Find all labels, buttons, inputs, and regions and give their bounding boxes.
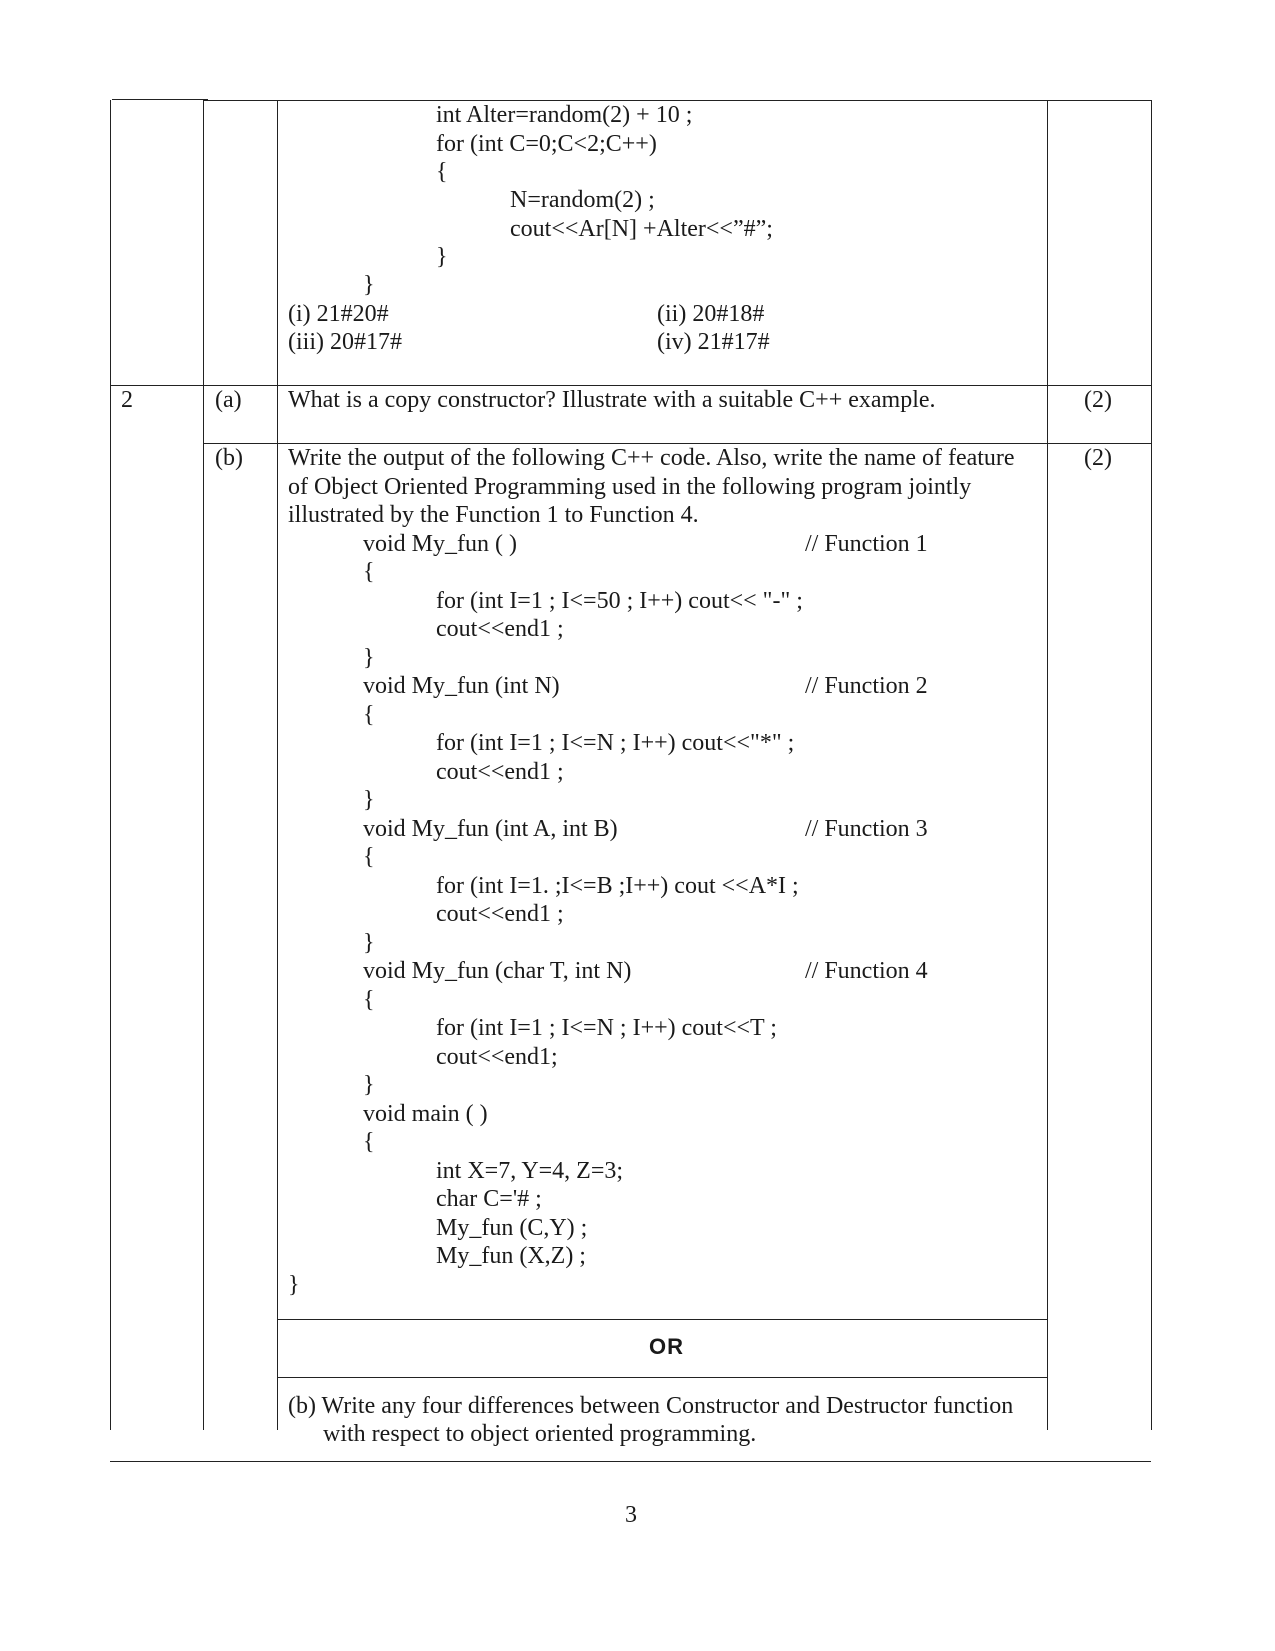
part-b-marks: (2) [1084, 445, 1112, 471]
code-line: } [363, 787, 375, 813]
part-a-text: What is a copy constructor? Illustrate with a suitable C++ example. [288, 387, 936, 413]
code-line: cout<<end1 ; [436, 759, 564, 785]
part-b-label: (b) [215, 445, 243, 471]
code-line: N=random(2) ; [510, 187, 655, 213]
code-comment: // Function 3 [805, 816, 928, 842]
code-line: char C='# ; [436, 1186, 542, 1212]
code-comment: // Function 1 [805, 531, 928, 557]
code-line: } [363, 930, 375, 956]
table-border-col2 [203, 100, 204, 1430]
code-line: void My_fun (int N) [363, 673, 560, 699]
code-line: { [436, 159, 448, 185]
code-line: int Alter=random(2) + 10 ; [436, 102, 693, 128]
page-number: 3 [625, 1502, 637, 1528]
code-line: { [363, 1129, 375, 1155]
code-line: void main ( ) [363, 1101, 488, 1127]
code-line: cout<<end1 ; [436, 901, 564, 927]
part-a-marks: (2) [1084, 387, 1112, 413]
code-line: void My_fun (int A, int B) [363, 816, 618, 842]
alt-line: with respect to object oriented programming. [323, 1421, 757, 1447]
or-label: OR [649, 1334, 684, 1359]
code-line: for (int C=0;C<2;C++) [436, 131, 657, 157]
code-line: } [363, 272, 375, 298]
table-border-right [1151, 100, 1152, 1430]
table-border-bottom [110, 1461, 1151, 1462]
or-separator-top [277, 1319, 1047, 1320]
code-line: int X=7, Y=4, Z=3; [436, 1158, 624, 1184]
code-line: void My_fun (char T, int N) [363, 958, 632, 984]
table-border-left [110, 100, 111, 1430]
code-line: { [363, 702, 375, 728]
code-line: } [363, 1072, 375, 1098]
intro-line: of Object Oriented Programming used in the following program jointly [288, 474, 972, 500]
alt-line: (b) Write any four differences between Constructor and Destructor function [288, 1393, 1014, 1419]
option-i: (i) 21#20# [288, 301, 389, 327]
or-separator-bottom [277, 1377, 1047, 1378]
code-line: } [436, 244, 448, 270]
option-iii: (iii) 20#17# [288, 329, 402, 355]
code-line: { [363, 844, 375, 870]
code-line: for (int I=1 ; I<=N ; I++) cout<<"*" ; [436, 730, 795, 756]
header-rule [112, 99, 208, 100]
code-line: void My_fun ( ) [363, 531, 517, 557]
code-line: cout<<end1; [436, 1044, 558, 1070]
option-iv: (iv) 21#17# [657, 329, 770, 355]
option-ii: (ii) 20#18# [657, 301, 765, 327]
table-border-col4 [1047, 100, 1048, 1430]
code-comment: // Function 4 [805, 958, 928, 984]
intro-line: illustrated by the Function 1 to Function 4. [288, 502, 699, 528]
part-a-label: (a) [215, 387, 242, 413]
code-line: for (int I=1. ;I<=B ;I++) cout <<A*I ; [436, 873, 799, 899]
code-line: for (int I=1 ; I<=50 ; I++) cout<< "-" ; [436, 588, 803, 614]
code-line: { [363, 559, 375, 585]
code-line: cout<<Ar[N] +Alter<<”#”; [510, 216, 773, 242]
code-line: My_fun (X,Z) ; [436, 1243, 586, 1269]
intro-line: Write the output of the following C++ code. Also, write the name of feature [288, 445, 1015, 471]
code-line: cout<<end1 ; [436, 616, 564, 642]
code-line: My_fun (C,Y) ; [436, 1215, 588, 1241]
question-number: 2 [121, 387, 133, 413]
code-line: } [288, 1272, 300, 1298]
table-border-col3 [277, 100, 278, 1430]
code-line: { [363, 987, 375, 1013]
code-comment: // Function 2 [805, 673, 928, 699]
code-line: } [363, 645, 375, 671]
code-line: for (int I=1 ; I<=N ; I++) cout<<T ; [436, 1015, 777, 1041]
